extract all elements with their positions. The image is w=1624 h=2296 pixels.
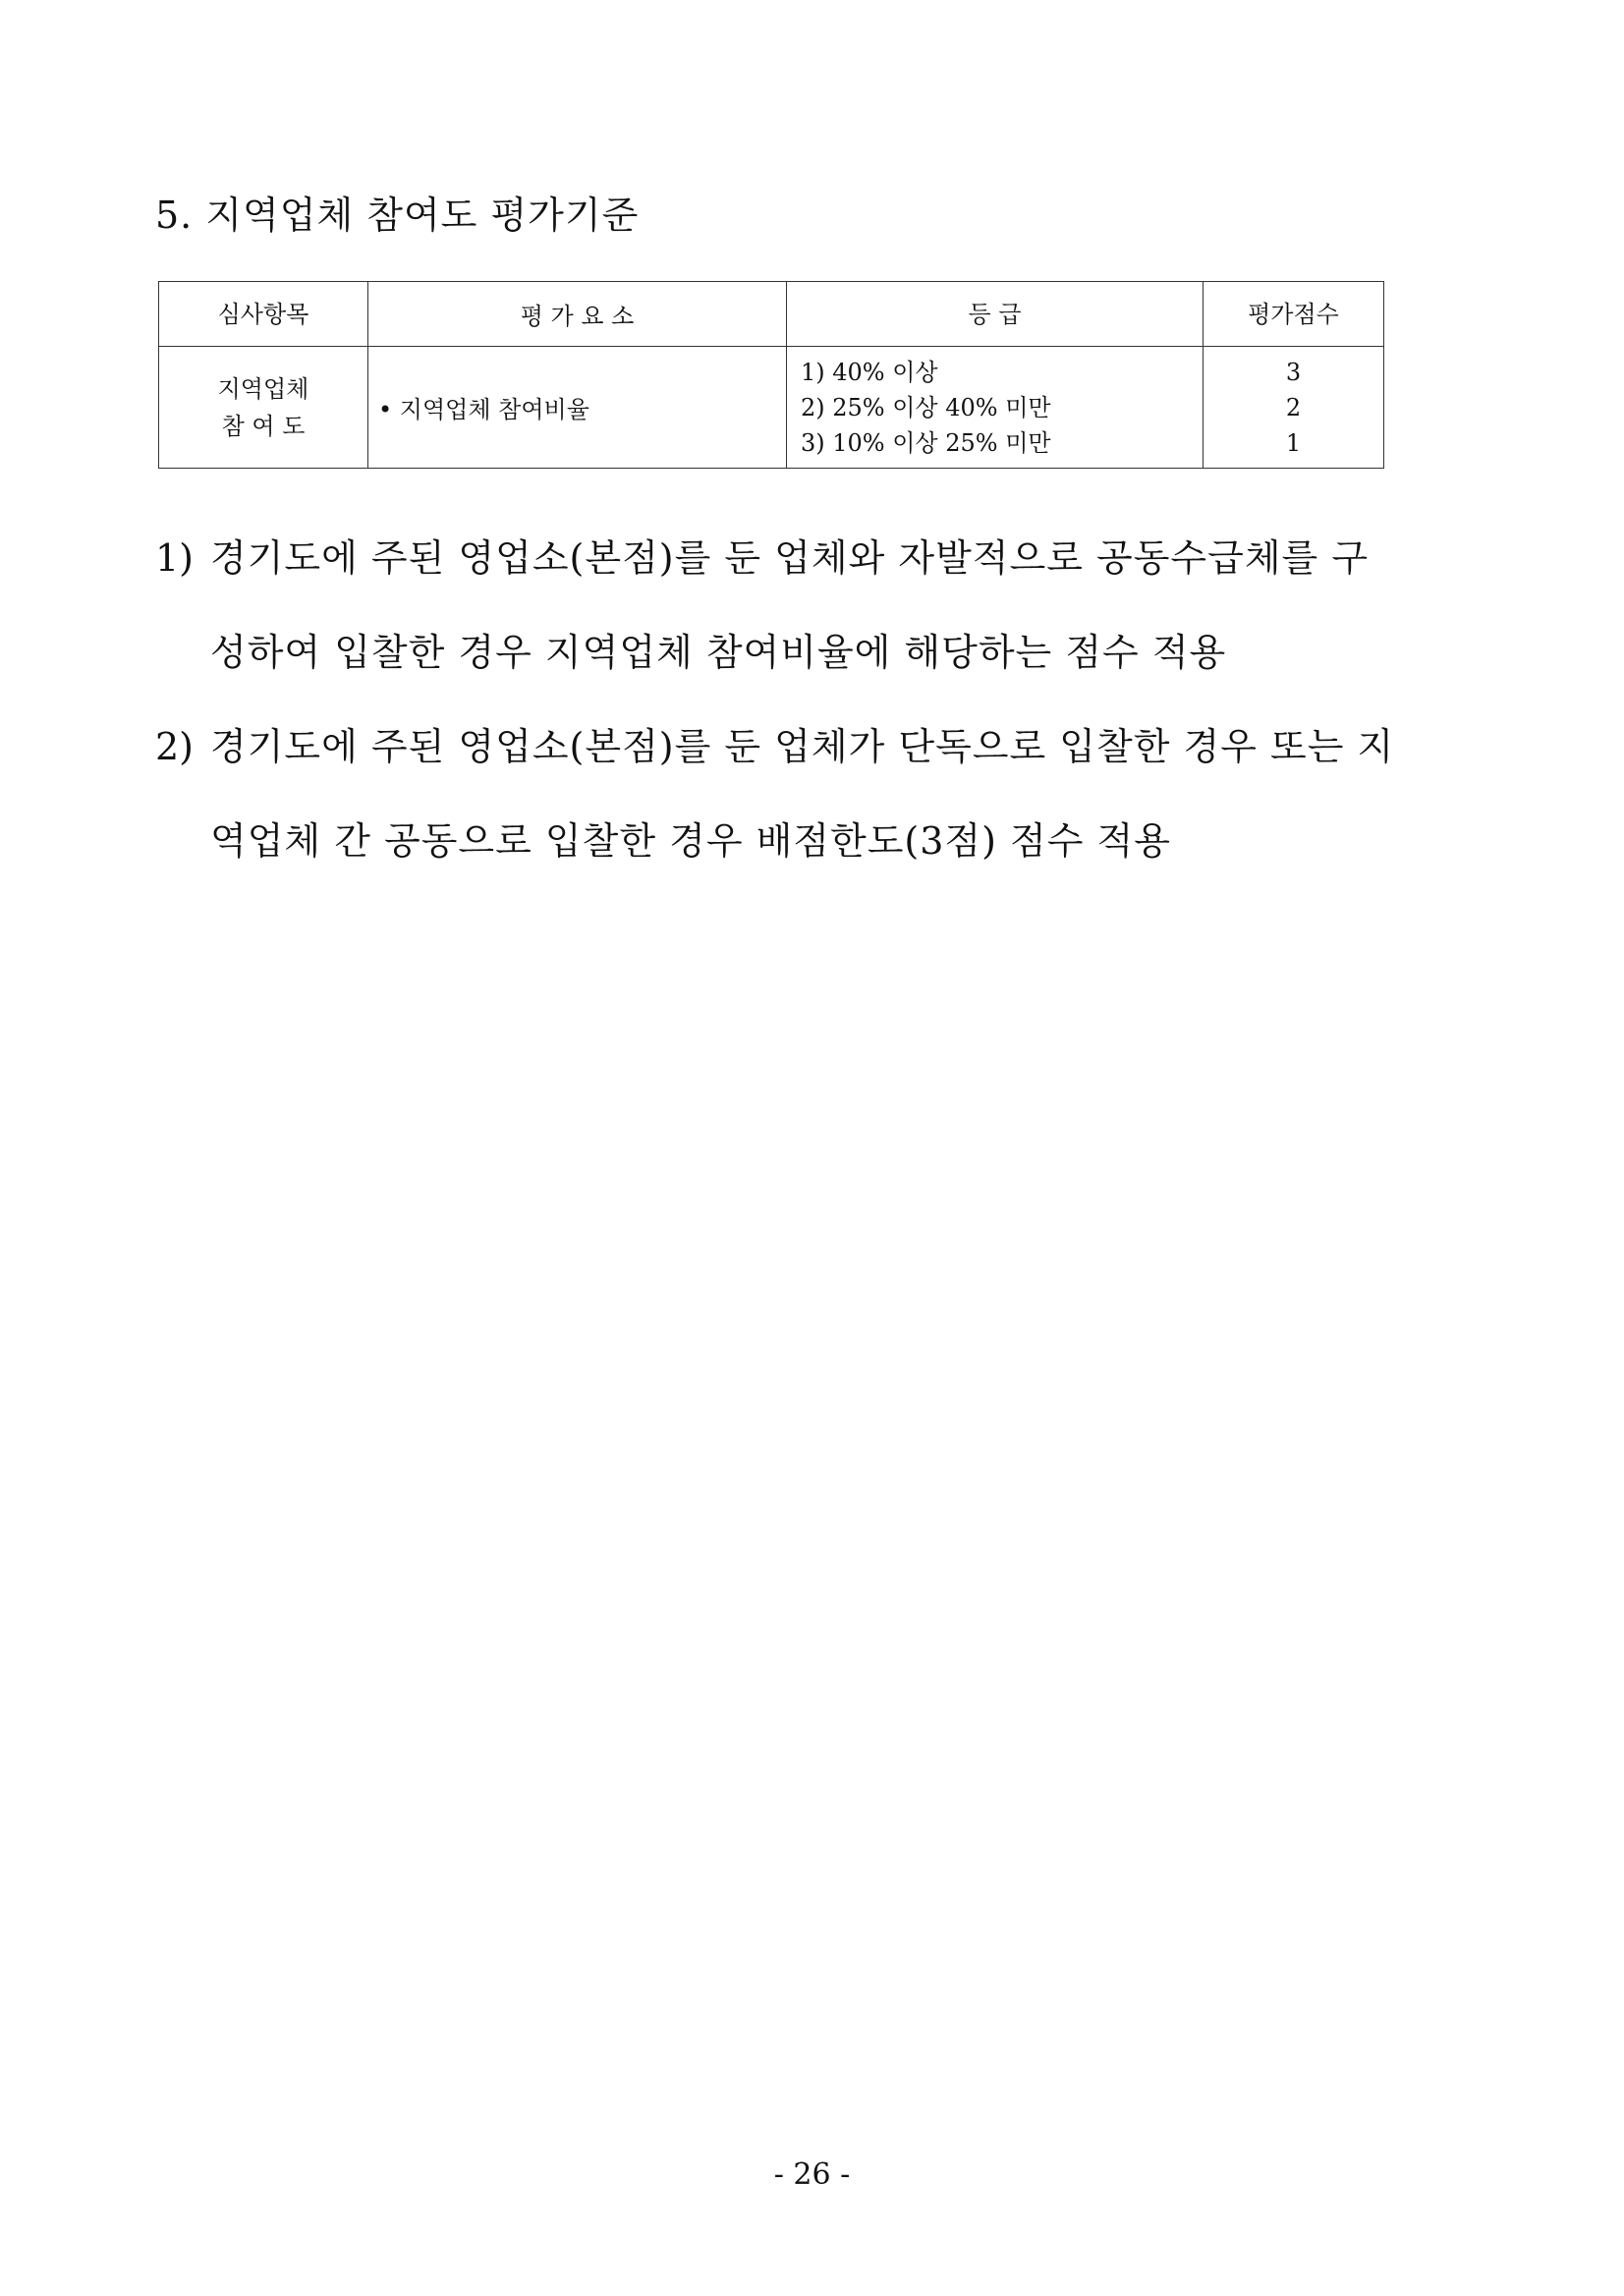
page-title: 5. 지역업체 참여도 평가기준 bbox=[155, 194, 640, 237]
item-line-2: 참 여 도 bbox=[221, 412, 306, 440]
grade-3: 3) 10% 이상 25% 미만 bbox=[801, 428, 1051, 457]
note-line-1: 경기도에 주된 영업소(본점)를 둔 업체와 자발적으로 공동수급체를 구 bbox=[210, 536, 1370, 580]
note-number: 1) bbox=[155, 536, 195, 580]
note-number: 2) bbox=[155, 725, 195, 768]
table-row bbox=[159, 347, 1384, 469]
header-score: 평가점수 bbox=[1204, 282, 1384, 347]
header-element: 평 가 요 소 bbox=[368, 282, 787, 347]
grade-1: 1) 40% 이상 bbox=[801, 358, 938, 386]
header-item: 심사항목 bbox=[159, 282, 368, 347]
score-2: 2 bbox=[1285, 393, 1302, 421]
note-line-2: 역업체 간 공동으로 입찰한 경우 배점한도(3점) 점수 적용 bbox=[210, 819, 1171, 863]
grade-2: 2) 25% 이상 40% 미만 bbox=[801, 393, 1051, 421]
note-item bbox=[155, 511, 1491, 700]
note-item bbox=[155, 700, 1491, 888]
cell-item bbox=[159, 347, 368, 469]
cell-score bbox=[1204, 347, 1384, 469]
note-text bbox=[210, 700, 1478, 888]
item-line-1: 지역업체 bbox=[217, 374, 309, 403]
cell-element: • 지역업체 참여비율 bbox=[368, 347, 787, 469]
header-grade: 등 급 bbox=[787, 282, 1204, 347]
notes-list bbox=[155, 511, 1491, 888]
note-line-1: 경기도에 주된 영업소(본점)를 둔 업체가 단독으로 입찰한 경우 또는 지 bbox=[210, 725, 1395, 768]
page-number: - 26 - bbox=[773, 2157, 851, 2192]
cell-grade bbox=[787, 347, 1204, 469]
table-header-row bbox=[159, 282, 1384, 347]
score-3: 1 bbox=[1285, 428, 1302, 457]
score-1: 3 bbox=[1285, 358, 1302, 386]
note-line-2: 성하여 입찰한 경우 지역업체 참여비율에 해당하는 점수 적용 bbox=[210, 631, 1227, 674]
note-text bbox=[210, 511, 1478, 700]
evaluation-criteria-table bbox=[158, 281, 1384, 469]
